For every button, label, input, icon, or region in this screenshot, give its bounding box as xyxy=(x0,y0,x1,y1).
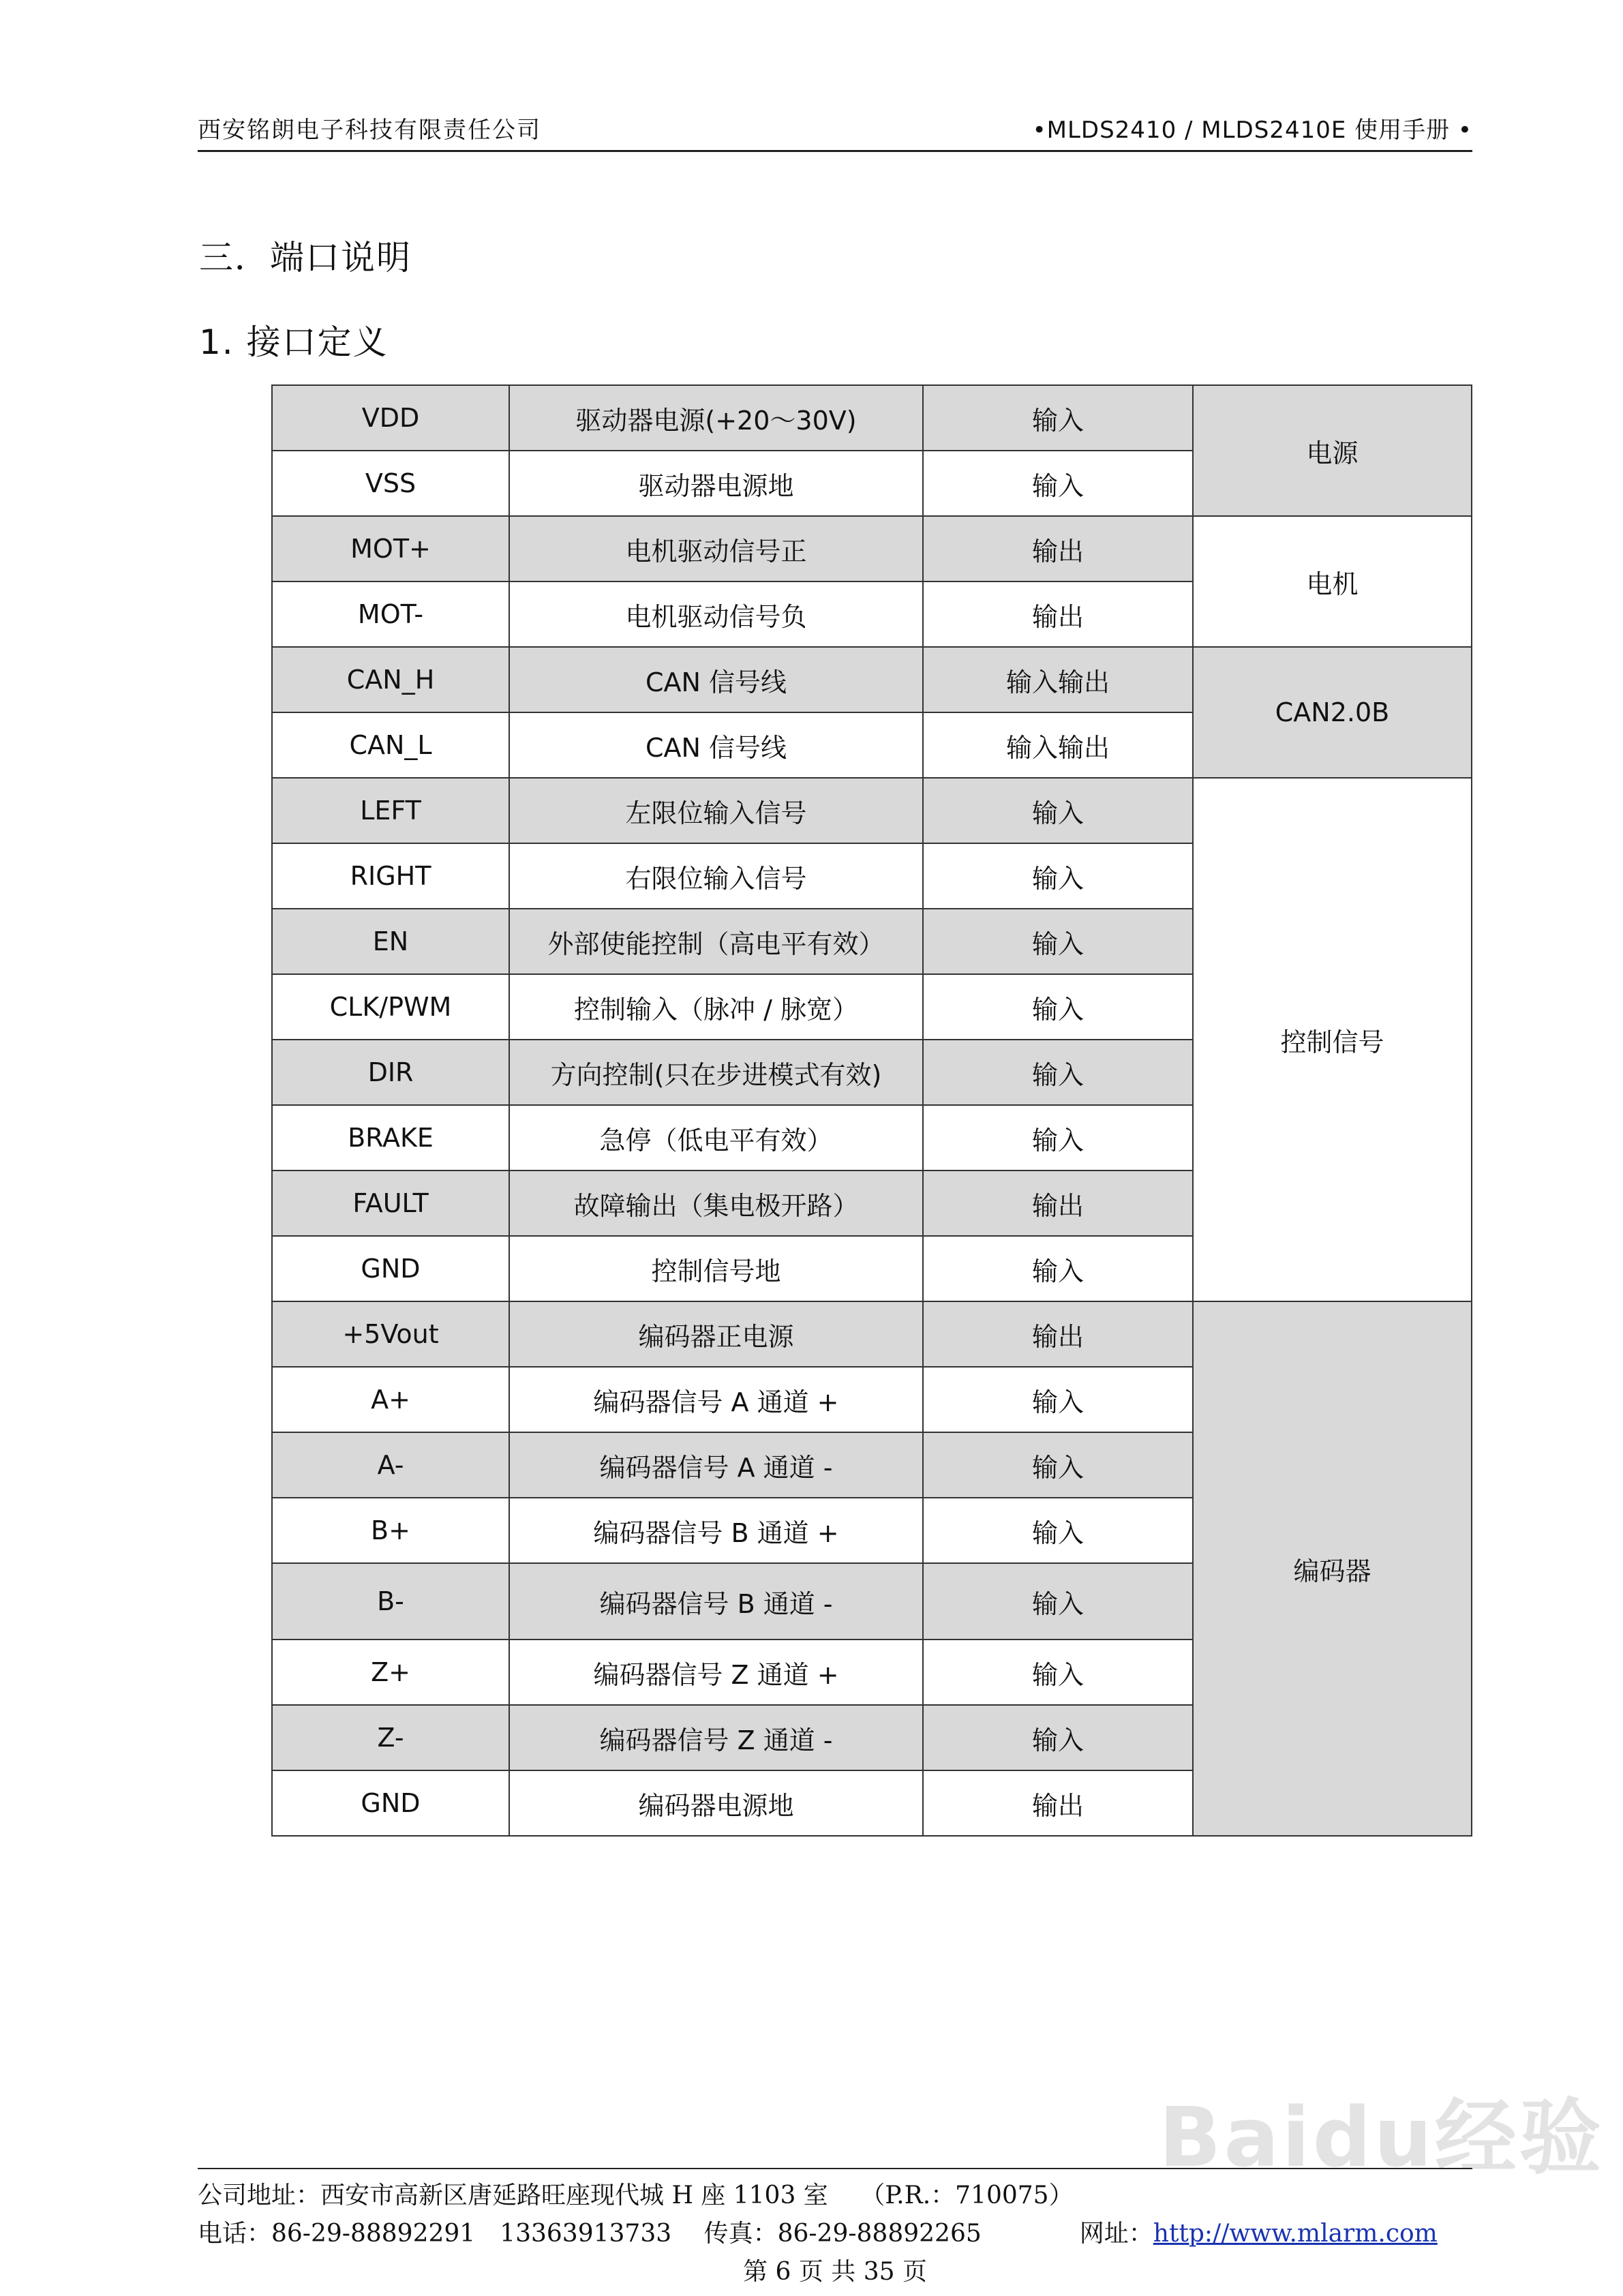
direction-cell: 输出 xyxy=(923,1770,1193,1836)
document-title: •MLDS2410 / MLDS2410E 使用手册 • xyxy=(1032,117,1472,144)
pin-cell: CAN_L xyxy=(272,712,509,778)
footer-contact-text: 电话：86-29-88892291 13363913733 传真：86-29-88892265 网址： xyxy=(198,2220,1153,2248)
description-cell: 编码器信号 Z 通道 - xyxy=(509,1705,923,1770)
direction-cell: 输入 xyxy=(923,843,1193,909)
pin-cell: FAULT xyxy=(272,1170,509,1236)
direction-cell: 输入输出 xyxy=(923,647,1193,712)
table-row xyxy=(272,385,1472,451)
pin-cell: Z- xyxy=(272,1705,509,1770)
direction-cell: 输入 xyxy=(923,1563,1193,1640)
description-cell: 编码器信号 B 通道 - xyxy=(509,1563,923,1640)
direction-cell: 输入输出 xyxy=(923,712,1193,778)
pin-cell: CLK/PWM xyxy=(272,974,509,1040)
description-cell: 外部使能控制（高电平有效） xyxy=(509,909,923,974)
description-cell: 左限位输入信号 xyxy=(509,778,923,843)
pin-cell: VSS xyxy=(272,451,509,516)
description-cell: 方向控制(只在步进模式有效) xyxy=(509,1040,923,1105)
footer-contact xyxy=(198,2214,1438,2249)
description-cell: 右限位输入信号 xyxy=(509,843,923,909)
pin-cell: MOT- xyxy=(272,581,509,647)
description-cell: CAN 信号线 xyxy=(509,712,923,778)
description-cell: 急停（低电平有效） xyxy=(509,1105,923,1170)
direction-cell: 输入 xyxy=(923,1105,1193,1170)
pin-cell: GND xyxy=(272,1236,509,1301)
pin-cell: B+ xyxy=(272,1498,509,1563)
description-cell: 编码器信号 B 通道 + xyxy=(509,1498,923,1563)
subsection-title: 1. 接口定义 xyxy=(199,322,389,362)
group-cell: CAN2.0B xyxy=(1193,647,1472,778)
pin-cell: MOT+ xyxy=(272,516,509,581)
description-cell: 控制信号地 xyxy=(509,1236,923,1301)
direction-cell: 输入 xyxy=(923,1705,1193,1770)
direction-cell: 输出 xyxy=(923,581,1193,647)
group-cell: 编码器 xyxy=(1193,1301,1472,1836)
description-cell: 驱动器电源(+20～30V) xyxy=(509,385,923,451)
page-number: 第 6 页 共 35 页 xyxy=(743,2258,927,2286)
pin-cell: EN xyxy=(272,909,509,974)
company-name: 西安铭朗电子科技有限责任公司 xyxy=(198,117,541,144)
pin-cell: GND xyxy=(272,1770,509,1836)
direction-cell: 输入 xyxy=(923,1236,1193,1301)
description-cell: 控制输入（脉冲 / 脉宽） xyxy=(509,974,923,1040)
group-cell: 控制信号 xyxy=(1193,778,1472,1301)
description-cell: 编码器信号 A 通道 - xyxy=(509,1432,923,1498)
description-cell: 编码器信号 Z 通道 + xyxy=(509,1640,923,1705)
direction-cell: 输出 xyxy=(923,516,1193,581)
pin-cell: CAN_H xyxy=(272,647,509,712)
interface-definition-table xyxy=(271,384,1472,1837)
direction-cell: 输入 xyxy=(923,778,1193,843)
pin-cell: RIGHT xyxy=(272,843,509,909)
watermark: Baidu经验 xyxy=(1159,2091,1604,2186)
direction-cell: 输入 xyxy=(923,974,1193,1040)
pin-cell: BRAKE xyxy=(272,1105,509,1170)
pin-cell: B- xyxy=(272,1563,509,1640)
footer-address: 公司地址：西安市高新区唐延路旺座现代城 H 座 1103 室 （P.R.：710075） xyxy=(198,2181,1074,2209)
direction-cell: 输入 xyxy=(923,1040,1193,1105)
direction-cell: 输入 xyxy=(923,385,1193,451)
direction-cell: 输入 xyxy=(923,1498,1193,1563)
description-cell: 编码器信号 A 通道 + xyxy=(509,1367,923,1432)
page-header xyxy=(198,115,1472,152)
pin-cell: +5Vout xyxy=(272,1301,509,1367)
direction-cell: 输出 xyxy=(923,1170,1193,1236)
description-cell: 故障输出（集电极开路） xyxy=(509,1170,923,1236)
description-cell: 编码器电源地 xyxy=(509,1770,923,1836)
pin-cell: A+ xyxy=(272,1367,509,1432)
description-cell: 电机驱动信号负 xyxy=(509,581,923,647)
group-cell: 电机 xyxy=(1193,516,1472,647)
pin-cell: DIR xyxy=(272,1040,509,1105)
description-cell: 驱动器电源地 xyxy=(509,451,923,516)
table-row xyxy=(272,647,1472,712)
description-cell: 编码器正电源 xyxy=(509,1301,923,1367)
pin-cell: LEFT xyxy=(272,778,509,843)
pin-cell: Z+ xyxy=(272,1640,509,1705)
pin-cell: VDD xyxy=(272,385,509,451)
direction-cell: 输出 xyxy=(923,1301,1193,1367)
group-cell: 电源 xyxy=(1193,385,1472,516)
description-cell: 电机驱动信号正 xyxy=(509,516,923,581)
direction-cell: 输入 xyxy=(923,1367,1193,1432)
section-title: 三．端口说明 xyxy=(199,238,412,277)
direction-cell: 输入 xyxy=(923,451,1193,516)
pin-cell: A- xyxy=(272,1432,509,1498)
direction-cell: 输入 xyxy=(923,1640,1193,1705)
direction-cell: 输入 xyxy=(923,909,1193,974)
table-row xyxy=(272,778,1472,843)
table-row xyxy=(272,516,1472,581)
page-footer xyxy=(198,2168,1472,2286)
description-cell: CAN 信号线 xyxy=(509,647,923,712)
table-row xyxy=(272,1301,1472,1367)
website-link[interactable]: http://www.mlarm.com xyxy=(1153,2220,1438,2248)
direction-cell: 输入 xyxy=(923,1432,1193,1498)
